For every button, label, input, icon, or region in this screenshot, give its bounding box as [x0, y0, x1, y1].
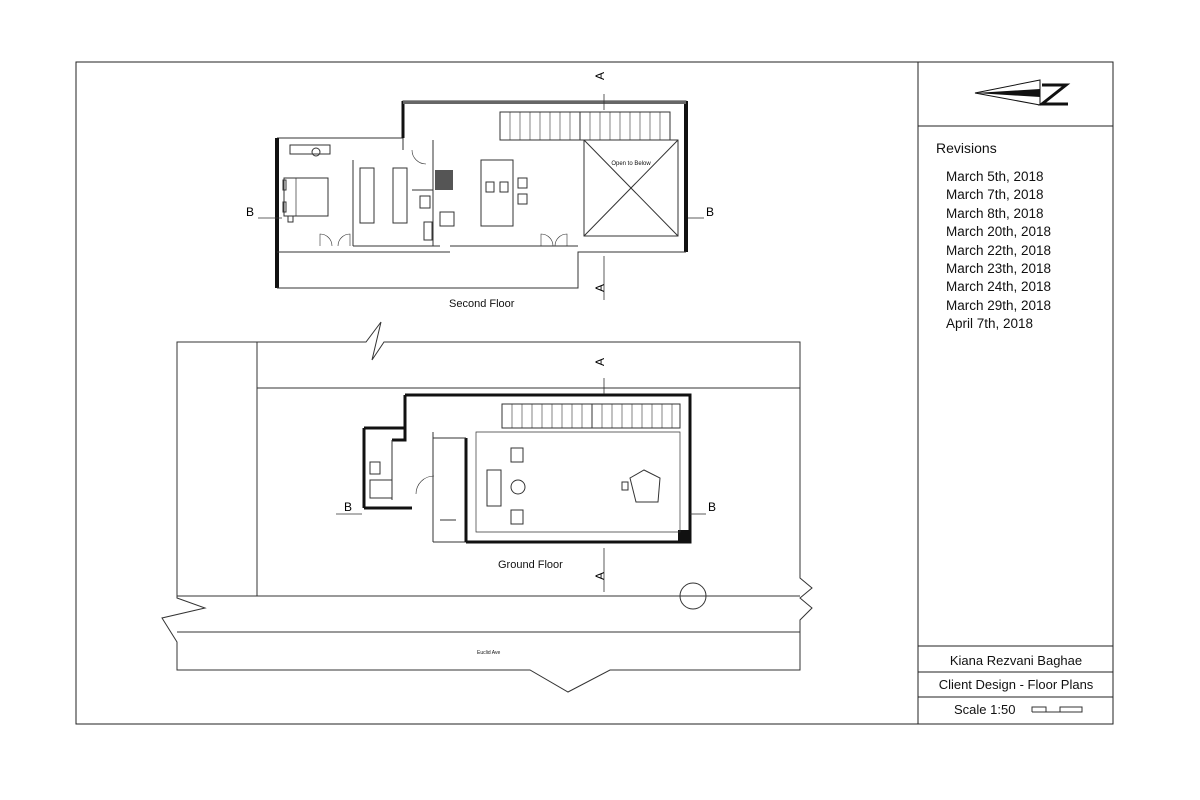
revision-item: March 20th, 2018: [946, 224, 1052, 240]
street-label: Euclid Ave: [477, 650, 501, 656]
author-name: Kiana Rezvani Baghae: [949, 653, 1083, 668]
section-marker-b-right-ground: B: [708, 500, 717, 514]
section-marker-a-bottom-ground: A: [593, 571, 607, 580]
revisions-title: Revisions: [936, 140, 997, 156]
north-arrow-icon: [975, 80, 1068, 105]
revision-item: March 5th, 2018: [946, 169, 1044, 184]
second-floor-title: Second Floor: [449, 298, 515, 310]
revision-item: March 29th, 2018: [946, 297, 1052, 313]
project-title: Client Design - Floor Plans: [938, 677, 1094, 692]
section-marker-b-left-ground: B: [344, 500, 353, 514]
section-marker-b-left-second: B: [246, 205, 255, 219]
section-marker-a-bottom-second: A: [593, 283, 607, 292]
section-marker-a-top-ground: A: [593, 357, 607, 366]
revisions-list: [946, 168, 1051, 334]
scale-bar-icon: [1032, 707, 1082, 712]
revision-item: March 22th, 2018: [946, 242, 1052, 258]
scale-label: Scale 1:50: [954, 702, 1016, 717]
revision-item: March 24th, 2018: [946, 279, 1052, 295]
revision-item: March 8th, 2018: [946, 205, 1044, 221]
revision-item: March 23th, 2018: [946, 260, 1052, 276]
second-floor-plan: [258, 94, 704, 300]
sheet-frame: [76, 62, 1113, 724]
section-marker-b-right-second: B: [706, 205, 715, 219]
open-to-below-label: Open to Below: [611, 161, 651, 167]
ground-floor-title: Ground Floor: [498, 559, 563, 571]
revision-item: April 7th, 2018: [946, 316, 1034, 332]
revision-item: March 7th, 2018: [946, 187, 1044, 203]
section-marker-a-top-second: A: [593, 71, 607, 80]
